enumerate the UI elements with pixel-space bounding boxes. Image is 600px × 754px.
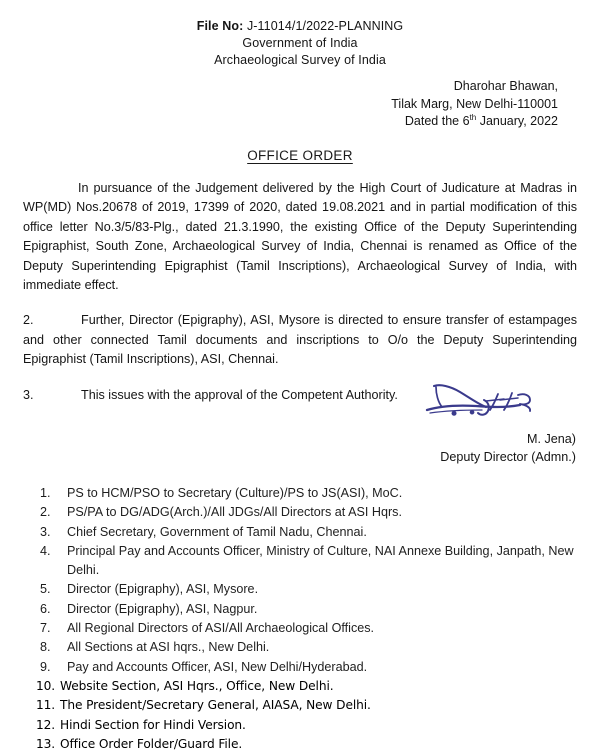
list-item-number: 5. xyxy=(40,582,51,597)
list-item-text: Hindi Section for Hindi Version. xyxy=(60,717,246,732)
file-number-line xyxy=(0,18,600,35)
list-item xyxy=(36,503,581,522)
list-item-number: 9. xyxy=(40,659,51,674)
list-item xyxy=(36,735,581,754)
list-item-number: 6. xyxy=(40,601,51,616)
list-item-number: 4. xyxy=(40,543,51,558)
paragraph-3-text: This issues with the approval of the Competent Authority. xyxy=(81,387,398,402)
signatory-designation: Deputy Director (Admn.) xyxy=(440,450,576,464)
list-item-text: Office Order Folder/Guard File. xyxy=(60,736,243,751)
date-prefix: Dated the 6 xyxy=(404,114,470,128)
list-item xyxy=(36,484,581,503)
distribution-list xyxy=(36,484,581,754)
paragraph-2-text: Further, Director (Epigraphy), ASI, Mysore is directed to ensure transfer of estampages and other connected Tamil documents and inscriptions to O/o the Deputy Superintending Epigraphist (Tamil Inscriptions), ASI, Chennai. xyxy=(23,313,577,367)
list-item xyxy=(36,716,581,735)
list-item xyxy=(36,542,581,581)
list-item xyxy=(36,658,581,677)
list-item-text: PS to HCM/PSO to Secretary (Culture)/PS to JS(ASI), MoC. xyxy=(67,486,403,500)
paragraph-1: In pursuance of the Judgement delivered by the High Court of Judicature at Madras in WP(MD) Nos.20678 of 2019, 17399 of 2020, dated 19.08.2021 and in partial modification of this office letter No.3/5/83-Plg., dated 21.3.1990, the existing Office of the Deputy Superintending Epigraphist, South Zone, Archaeological Survey of India, Chennai is renamed as Office of the Deputy Superintending Epigraphist (Tamil Inscriptions), Archaeological Survey of India, with immediate effect. xyxy=(23,180,577,293)
list-item xyxy=(36,580,581,599)
list-item-number: 12. xyxy=(36,717,56,732)
list-item xyxy=(36,619,581,638)
signature-block xyxy=(316,380,576,466)
document-header xyxy=(0,0,600,69)
list-item-number: 13. xyxy=(36,736,56,751)
list-item-text: Director (Epigraphy), ASI, Mysore. xyxy=(67,582,259,597)
file-number-value: J-11014/1/2022-PLANNING xyxy=(246,19,404,33)
list-item-text: Chief Secretary, Government of Tamil Nadu, Chennai. xyxy=(67,524,367,539)
department-line: Archaeological Survey of India xyxy=(214,53,386,67)
address-line-2: Tilak Marg, New Delhi-110001 xyxy=(391,96,558,111)
list-item-number: 2. xyxy=(40,505,51,520)
list-item-text: All Sections at ASI hqrs., New Delhi. xyxy=(67,640,270,655)
address-line-1: Dharohar Bhawan, xyxy=(453,79,558,93)
list-item-text: Director (Epigraphy), ASI, Nagpur. xyxy=(67,601,258,616)
list-item-number: 8. xyxy=(40,640,51,655)
paragraph-2 xyxy=(23,311,577,370)
list-item-number: 7. xyxy=(40,621,51,636)
list-item-text: All Regional Directors of ASI/All Archaeological Offices. xyxy=(67,621,375,636)
document-body xyxy=(23,179,577,406)
list-item xyxy=(36,523,581,542)
date-ordinal-suffix: th xyxy=(469,112,477,122)
list-item-text: The President/Secretary General, AIASA, New Delhi. xyxy=(60,698,371,713)
list-item-number: 3. xyxy=(40,524,51,539)
paragraph-3-number: 3. xyxy=(23,387,34,402)
page-title-text: OFFICE ORDER xyxy=(247,147,353,163)
handwritten-signature-icon xyxy=(316,380,576,428)
page-title xyxy=(0,148,600,163)
file-number-label: File No: xyxy=(196,19,244,33)
date-suffix: January, 2022 xyxy=(476,114,558,128)
list-item xyxy=(36,638,581,657)
list-item-text: Principal Pay and Accounts Officer, Ministry of Culture, NAI Annexe Building, Janpath, New Delhi. xyxy=(67,543,574,578)
list-item-number: 1. xyxy=(40,486,51,500)
government-line: Government of India xyxy=(242,36,358,50)
list-item xyxy=(36,677,581,696)
list-item xyxy=(36,696,581,715)
address-block xyxy=(0,78,600,131)
list-item xyxy=(36,600,581,619)
date-line xyxy=(0,113,558,131)
list-item-text: Website Section, ASI Hqrs., Office, New Delhi. xyxy=(60,678,334,693)
signatory-name: M. Jena) xyxy=(527,432,576,446)
list-item-number: 11. xyxy=(36,698,56,713)
list-item-text: PS/PA to DG/ADG(Arch.)/All JDGs/All Directors at ASI Hqrs. xyxy=(67,505,402,520)
list-item-text: Pay and Accounts Officer, ASI, New Delhi/Hyderabad. xyxy=(67,659,368,674)
paragraph-2-number: 2. xyxy=(23,313,34,328)
list-item-number: 10. xyxy=(36,678,56,693)
